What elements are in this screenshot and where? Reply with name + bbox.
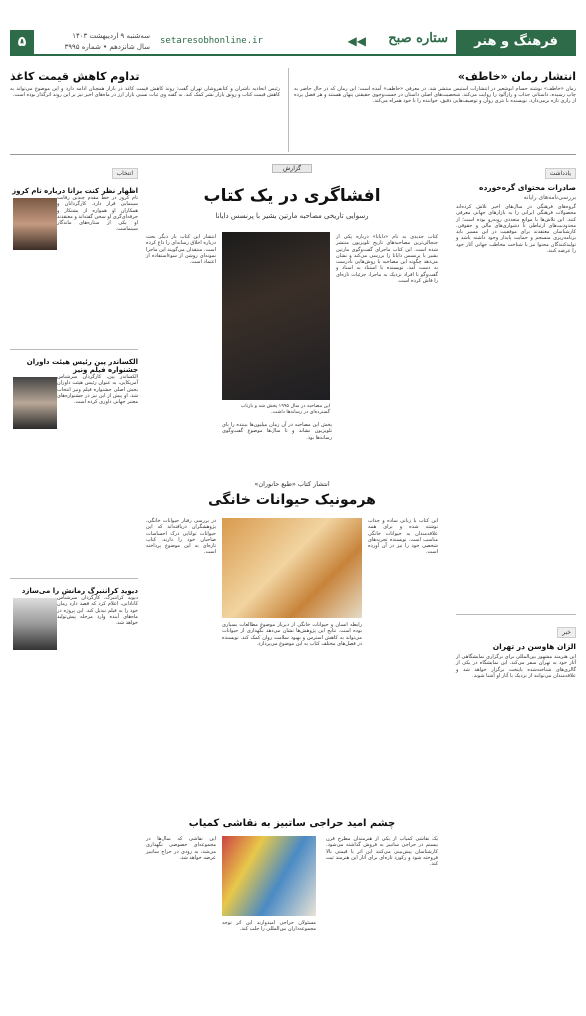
auction-col-left: این نقاشی که سال‌ها در مجموعه‌ای خصوصی نگهداری می‌شد، به زودی در حراج ساتبیز عرضه خواهد شد. (146, 836, 216, 861)
note-tag: یادداشت (545, 168, 576, 179)
top-story2-body: رئیس اتحادیه ناشران و کتابفروشان تهران گفت: روند کاهش قیمت کاغذ در بازار همچنان ادامه دارد و این موضوع می‌تواند به کاهش قیمت کتاب و رونق بازار نشر کمک کند. به گفته وی ثبات نسبی بازار ارز در ماه‌های اخیر نیز بر این روند اثرگذار بوده است. (10, 86, 280, 99)
news-body: این هنرمند مشهور بین‌المللی برای برگزاری نمایشگاهی از آثار خود به تهران سفر می‌کند. این نمایشگاه در یکی از گالری‌های شناخته‌شده پایتخت برگزار خواهد شد و علاقه‌مندان می‌توانند از نزدیک با آثار او آشنا شوند. (456, 654, 576, 679)
portrait-photo (13, 198, 57, 250)
pets-col-right: این کتاب با زبانی ساده و جذاب نوشته شده و برای همه علاقه‌مندان به حیوانات خانگی مناسب است. نویسنده تجربه‌های شخصی خود را نیز در آن آورده است. (368, 518, 438, 556)
item1-title: اظهار نظر کنت بزانا درباره تام کروز (12, 187, 138, 195)
main-article-col-a: کتاب جدیدی به نام «دایانا» درباره یکی از جنجالی‌ترین مصاحبه‌های تاریخ تلویزیون منتشر شده است. این کتاب ماجرای گفت‌وگوی مارتین بشیر با پرنسس دایانا را بررسی می‌کند و نشان می‌دهد چگونه این مصاحبه با روش‌هایی نادرست به دست آمد. نویسنده با استناد به اسناد و گفت‌وگو با افراد نزدیک به ماجرا، جزئیات تازه‌ای را فاش کرده است. (336, 234, 438, 285)
page-number: ۵ (10, 30, 34, 54)
auction-col-right: یک نقاشی کمیاب از یکی از هنرمندان مطرح قرن بیستم در حراجی ساتبیز به فروش گذاشته می‌شود. کارشناسان پیش‌بینی می‌کنند این اثر با قیمتی بالا فروخته شود و رکورد تازه‌ای برای آثار این هنرمند ثبت کند. (326, 836, 438, 868)
divider (10, 349, 138, 350)
right-news-box (456, 610, 576, 844)
divider (10, 578, 138, 579)
item2-title: الکساندر پین رئیس هیئت داوران جشنواره فیلم ونیز (26, 358, 138, 374)
website-url[interactable]: setaresobhonline.ir (160, 36, 263, 46)
pets-kicker: انتشار کتاب «طبع حانوران» (254, 480, 330, 488)
portrait-photo (13, 377, 57, 429)
item3-title: دیوید کراننبرگ رمانش را می‌سازد (21, 587, 138, 595)
pets-col-middle: رابطه انسان و حیوانات خانگی از دیرباز موضوع مطالعات بسیاری بوده است. نتایج این پژوهش‌ها نشان می‌دهد نگهداری از حیوانات می‌تواند به کاهش استرس و بهبود سلامت روان کمک کند. نویسنده در فصل‌های مختلف کتاب به این موضوع می‌پردازد. (222, 622, 362, 647)
column-divider (288, 68, 289, 152)
main-article-col-b2: پخش این مصاحبه در آن زمان میلیون‌ها بیننده را پای تلویزیون نشاند و تا سال‌ها موضوع گفت‌وگوی رسانه‌ها بود. (222, 422, 332, 441)
note-title: صادرات محتوای گره‌خورده (479, 183, 576, 192)
top-story2-title: تداوم کاهش قیمت کاغذ (10, 70, 140, 83)
item3-body: دیوید کراننبرگ، کارگردان سرشناس کانادایی، اعلام کرد که قصد دارد رمان خود را به فیلم تبدیل کند. این پروژه در ماه‌های آینده وارد مرحله پیش‌تولید خواهد شد. (57, 595, 138, 627)
news-tag: خبر (557, 627, 576, 638)
note-byline: بررسی‌نامه‌های رایانه (523, 194, 576, 201)
photo-caption: این مصاحبه در سال ۱۹۹۵ پخش شد و بازتاب گسترده‌ای در رسانه‌ها داشت. (240, 404, 330, 415)
news-title: الزان هاوسن در تهران (492, 642, 576, 651)
section-title: فرهنگ و هنر (456, 30, 576, 54)
masthead (10, 30, 576, 56)
top-story-body: رمان «خاطف» نوشته حسام ابوشعیر در انتشارات استیس منتشر شد. در معرفی «خاطف» آمده است: این رمان که در حال حاضر به چاپ رسیده، داستانی جذاب و رازآلود را روایت می‌کند. شخصیت‌های اصلی داستان در جست‌وجوی حقیقتی پنهان هستند و هر فصل پرده از رازی تازه برمی‌دارد. نویسنده با نثری روان و توصیف‌هایی دقیق، خواننده را با خود همراه می‌کند. (294, 86, 576, 105)
play-arrows-icon: ◀◀ (347, 34, 366, 48)
newspaper-logo: ستاره صبح (388, 31, 448, 46)
pets-photo (222, 518, 362, 618)
auction-col-middle: مسئولان حراجی امیدوارند این اثر توجه مجموعه‌داران بین‌المللی را جلب کند. (222, 920, 316, 933)
main-article-col-b: انتشار این کتاب بار دیگر بحث درباره اخلاق رسانه‌ای را داغ کرده است. منتقدان می‌گویند این ماجرا نمونه‌ای روشن از سوءاستفاده از اعتماد است. (146, 234, 216, 266)
pets-headline: هرمونیک حیوانات خانگی (208, 492, 376, 508)
horizontal-divider (10, 154, 576, 155)
interview-photo (222, 232, 330, 400)
date-block (40, 31, 150, 53)
selection-tag: انتخاب (112, 168, 139, 179)
main-subheadline: رسوایی تاریخی مصاحبه مارتین بشیر با پرنسس دایانا (215, 212, 369, 220)
auction-headline: چشم امید حراجی ساتبیز به نقاشی کمیاب (188, 818, 396, 829)
date-line: سه‌شنبه ۹ اردیبهشت ۱۴۰۳ (72, 32, 150, 40)
portrait-photo (13, 598, 57, 650)
main-headline: افشاگری در یک کتاب (203, 186, 381, 206)
pets-col-left: در بررسی رفتار حیوانات خانگی، پژوهشگران دریافته‌اند که این حیوانات توانایی درک احساسات صاحبان خود را دارند. کتاب تازه‌ای به این موضوع پرداخته است. (146, 518, 216, 556)
note-body: گروه‌های فرهنگی در سال‌های اخیر تلاش کرده‌اند محصولات فرهنگی ایرانی را به بازارهای جهانی معرفی کنند. این تلاش‌ها با موانع متعددی روبه‌رو بوده است؛ از محدودیت‌های ارتباطی تا دشواری‌های مالی و حقوقی. کارشناسان معتقدند برای موفقیت در این مسیر باید برنامه‌ریزی منسجم و حمایت پایدار وجود داشته باشد و تولیدکنندگان محتوا نیز با شناخت مخاطب جهانی آثار خود را عرضه کنند. (456, 204, 576, 255)
item1-body: تام کروز در خط مقدم چندین رقابت سینمایی قرار دارد. کارگردانان و همکاران او همواره از پشتکار و حرفه‌ای‌گری او سخن گفته‌اند و معتقدند او یکی از ستاره‌های ماندگار سینماست. (57, 195, 138, 233)
divider (456, 614, 576, 615)
issue-line: سال شانزدهم • شماره ۳۹۹۵ (64, 43, 150, 51)
left-column (10, 160, 138, 860)
painting-photo (222, 836, 316, 916)
top-story-title: انتشار رمان «خاطف» (457, 70, 576, 83)
item2-body: الکساندر پین، کارگردان سرشناس آمریکایی، به عنوان رئیس هیئت داوران بخش اصلی جشنواره فیلم ونیز انتخاب شد. او پیش از این نیز در جشنواره‌های معتبر جهانی داوری کرده است. (57, 374, 138, 406)
right-column (456, 160, 576, 860)
report-tag: گزارش (272, 164, 312, 173)
middle-column (146, 160, 438, 933)
